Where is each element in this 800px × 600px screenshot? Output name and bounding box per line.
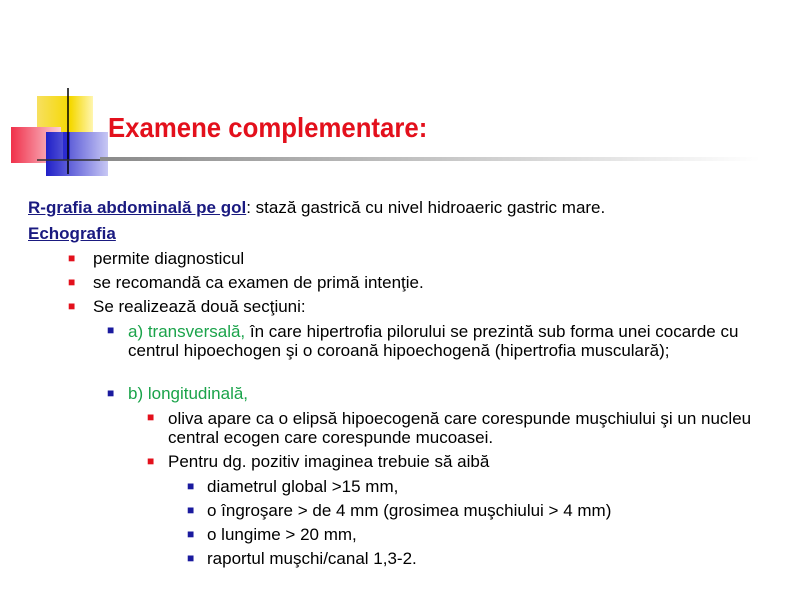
bullet-blue-icon: ■ [187, 551, 195, 565]
list-item: o lungime > 20 mm, [207, 525, 357, 544]
bullet-blue-icon: ■ [107, 323, 115, 337]
section-b [128, 384, 248, 404]
bullet-blue-icon: ■ [187, 479, 195, 493]
bullet-red-icon: ■ [68, 251, 76, 265]
echografia-heading [28, 224, 116, 244]
list-item: permite diagnosticul [93, 249, 245, 268]
bullet-red-icon: ■ [147, 454, 155, 468]
rgrafia-label: R-grafia abdominală pe gol [28, 198, 247, 217]
section-a [128, 322, 768, 360]
slide-title: Examene complementare: [108, 112, 428, 143]
section-a-text: în care hipertrofia pilorului se prezintă sub forma unei cocarde cu centrul hipoechogen şi o coroană hipoechogenă (hipertrofia musculară); [128, 322, 739, 360]
rgrafia-text: : stază gastrică cu nivel hidroaeric gastric mare. [246, 198, 606, 217]
bullet-red-icon: ■ [147, 410, 155, 424]
list-item: oliva apare ca o elipsă hipoecogenă care corespunde muşchiului şi un nucleu central ecogen care corespunde mucoasei. [168, 409, 752, 447]
bullet-red-icon: ■ [68, 299, 76, 313]
bullet-blue-icon: ■ [187, 503, 195, 517]
rgrafia-line [28, 198, 605, 218]
section-b-label: b) longitudinală, [128, 384, 249, 403]
list-item: Pentru dg. pozitiv imaginea trebuie să aibă [168, 452, 490, 471]
list-item: raportul muşchi/canal 1,3-2. [207, 549, 417, 568]
bullet-blue-icon: ■ [187, 527, 195, 541]
section-a-label: a) transversală, [128, 322, 246, 341]
list-item: diametrul global >15 mm, [207, 477, 399, 496]
list-item: Se realizează două secţiuni: [93, 297, 306, 316]
list-item: se recomandă ca examen de primă intenţie. [93, 273, 424, 292]
bullet-blue-icon: ■ [107, 386, 115, 400]
list-item: o îngroşare > de 4 mm (grosimea muşchiului > 4 mm) [207, 501, 612, 520]
echografia-label: Echografia [28, 224, 116, 243]
bullet-red-icon: ■ [68, 275, 76, 289]
